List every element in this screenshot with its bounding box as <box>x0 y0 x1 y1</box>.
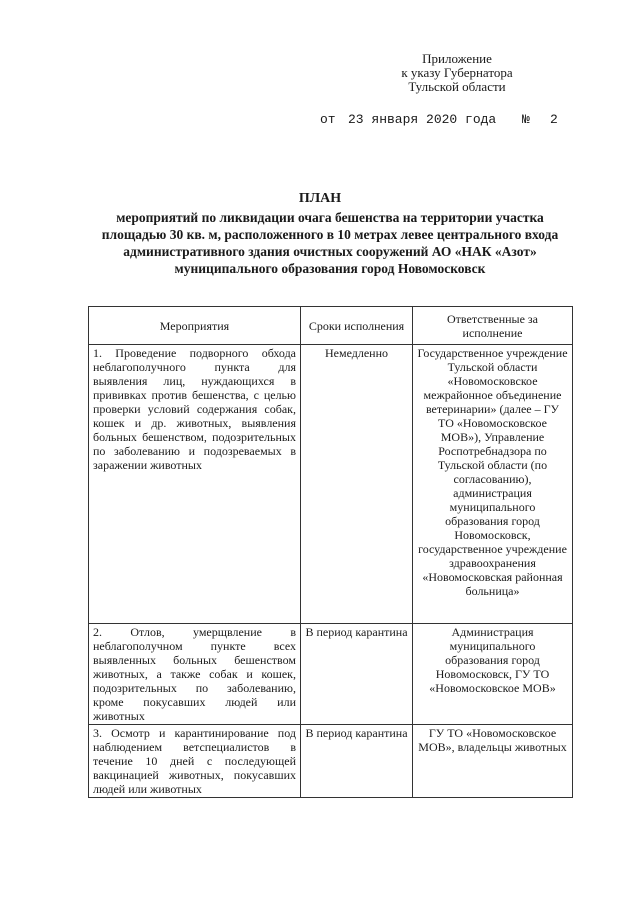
measure-cell: 2. Отлов, умерщвление в неблагополучном пункте всех выявленных больных бешенством животных, а также собак и кошек, подозрительных по заболеванию, кроме покусавших людей или животных <box>89 624 301 725</box>
deadline-cell: Немедленно <box>301 345 413 624</box>
order-date: 23 января 2020 года <box>348 112 497 127</box>
responsible-cell: Государственное учреждение Тульской области «Новомосковское межрайонное объединение ветеринарии» (далее – ГУ ТО «Новомосковское МОВ»), Управление Роспотребнадзора по Тульской области (по согласованию), администрация муниципального образования город Новомосковск, государственное учреждение здравоохранения «Новомосковская районная больница» <box>413 345 573 624</box>
appendix-block <box>372 52 542 94</box>
deadline-cell: В период карантина <box>301 725 413 798</box>
header-measures: Мероприятия <box>89 307 301 345</box>
responsible-cell: ГУ ТО «Новомосковское МОВ», владельцы животных <box>413 725 573 798</box>
table-row <box>89 725 573 798</box>
order-number: 2 <box>550 112 558 127</box>
measures-table <box>88 306 573 798</box>
order-number-sign: № <box>522 112 530 127</box>
table-row <box>89 345 573 624</box>
appendix-line-3: Тульской области <box>408 79 506 94</box>
measure-cell: 3. Осмотр и карантинирование под наблюдением ветспециалистов в течение 10 дней с последующей вакцинацией животных, покусавших людей или животных <box>89 725 301 798</box>
appendix-line-2: к указу Губернатора <box>401 65 513 80</box>
order-from-label: от <box>320 112 336 127</box>
header-responsible: Ответственные за исполнение <box>413 307 573 345</box>
appendix-line-1: Приложение <box>422 51 492 66</box>
measure-cell: 1. Проведение подворного обхода неблагополучного пункта для выявления лиц, нуждающихся в прививках против бешенства, с целью проверки условий содержания собак, кошек и др. животных, выявления больных бешенством, подозрительных по заболеванию и подозреваемых в заражении животных <box>89 345 301 624</box>
deadline-cell: В период карантина <box>301 624 413 725</box>
responsible-cell: Администрация муниципального образования город Новомосковск, ГУ ТО «Новомосковское МОВ» <box>413 624 573 725</box>
table-header-row <box>89 307 573 345</box>
header-deadline: Сроки исполнения <box>301 307 413 345</box>
plan-title: ПЛАН <box>298 191 342 206</box>
table-row <box>89 624 573 725</box>
plan-subtitle: мероприятий по ликвидации очага бешенства на территории участка площадью 30 кв. м, расположенного в 10 метрах левее центрального входа административного здания очистных сооружений АО «НАК «Азот» муниципального образования город Новомосковск <box>101 210 559 276</box>
